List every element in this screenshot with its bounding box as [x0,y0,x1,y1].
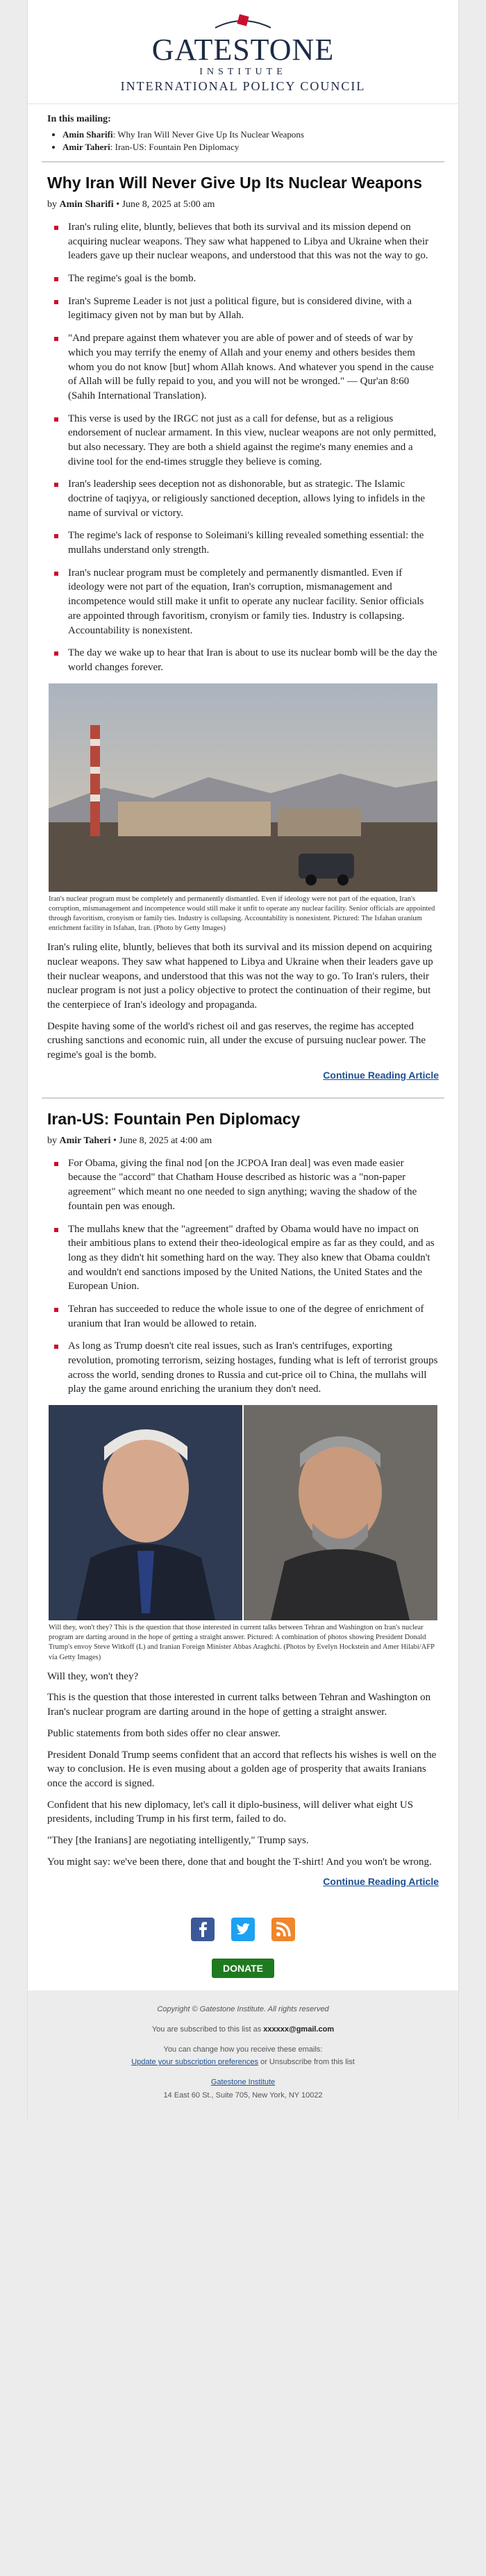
article-1 [28,163,458,1097]
logo-council: INTERNATIONAL POLICY COUNCIL [120,79,366,93]
facebook-icon[interactable] [191,1918,215,1945]
mailing-item-author: Amir Taheri [62,142,110,152]
byline-prefix: by [47,199,57,210]
bullet-item: Tehran has succeeded to reduce the whole issue to one of the degree of enrichment of uranium that Iran would be allowed to retain. [47,1302,439,1331]
subscriber-email: xxxxxx@gmail.com [263,2025,335,2034]
logo-title: GATESTONE [151,33,335,67]
continue-reading [47,1876,439,1887]
article-title[interactable]: Why Iran Will Never Give Up Its Nuclear Weapons [47,174,423,192]
continue-reading [47,1070,439,1081]
mailing-item[interactable] [62,142,439,153]
social-links [28,1904,458,1952]
logo-subtitle: INSTITUTE [199,67,287,77]
body-paragraph: Confident that his new diplomacy, let's call it diplo-business, will deliver what eight US presidents, including Trump in his first term, failed to do. [47,1799,414,1825]
twitter-icon[interactable] [231,1918,255,1945]
body-paragraph: You might say: we've been there, done that and bought the T-shirt! And you won't be wrong. [47,1856,432,1868]
donate-section [28,1959,458,1978]
bullet-item: This verse is used by the IRGC not just as a call for defense, but as a religious endorsement of nuclear armament. In this view, nuclear weapons are not only permitted, but also necessary. They are both a shield against the regime's many enemies and a divine tool for the end-times struggle they believe is coming. [47,412,439,470]
article-author[interactable]: Amir Taheri [59,1135,111,1146]
unsubscribe-text[interactable]: or Unsubscribe from this list [260,2058,355,2067]
photo-caption: Will they, won't they? This is the question that those interested in current talks between Tehran and Washington on Iran's nuclear program are darting around in the hope of getting a straight answer. Pictured: A combination of photos showing President Donald Trump's envoy Steve Witkoff (L) and Iranian Foreign Minister Abbas Araghchi. (Photos by Evelyn Hockstein and Amer Hilabi/AFP via Getty Images) [49,1624,435,1661]
article-photo-witkoff-araghchi[interactable] [49,1405,437,1620]
bullet-item: For Obama, giving the final nod [on the JCPOA Iran deal] was even made easier because the "accord" that Chatham House described as historic was a "non-paper agreement" which meant no one needed to sign anything; waving the shadow of the fountain pen was enough. [47,1156,439,1214]
bullet-item: The mullahs knew that the "agreement" drafted by Obama would have no impact on their ambitious plans to extend their theo-ideological empire as far as they could, and as long as they didn't hit something hard on the way. They also knew that Obama couldn't and wouldn't end sanctions imposed by the United Nations, the United States and the European Union. [47,1222,439,1294]
article-title[interactable]: Iran-US: Fountain Pen Diplomacy [47,1109,301,1128]
mailing-item[interactable] [62,129,439,140]
org-name-link[interactable]: Gatestone Institute [210,2078,276,2087]
photo-caption: Iran's nuclear program must be completely and permanently dismantled. Even if ideology were not part of the equation, Iran's corruption, mismanagement and incompetence would still make it unfit to operate any nuclear facility. Senior officials are appointed through favoritism, cronyism or family ties. Industry is collapsing. Accountability is nonexistent. Pictured: The Isfahan uranium enrichment facility in Isfahan, Iran. (Photo by Getty Images) [49,895,435,933]
bullet-item: The day we wake up to hear that Iran is about to use its nuclear bomb will be the day the world changes forever. [47,646,439,674]
bullet-item: Iran's nuclear program must be completely and permanently dismantled. Even if ideology were not part of the equation, Iran's corruption, mismanagement and incompetence would still make it unfit to operate any nuclear facility. Senior officials are appointed through favoritism, cronyism or family ties. Industry is collapsing. Accountability is nonexistent. [47,566,439,638]
copyright-text: Copyright © Gatestone Institute. All rights reserved [157,2005,329,2014]
article-meta [47,1136,439,1147]
body-paragraph: President Donald Trump seems confident that an accord that reflects his wishes is well on the way to conclusion. He is even musing about a golden age of prosperity that awaits Iranians once the accord is signed. [47,1749,437,1789]
article-2 [28,1099,458,1904]
change-line: You can change how you receive these emails: [163,2045,323,2054]
continue-reading-link[interactable]: Continue Reading Article [323,1069,439,1081]
mailing-summary [28,104,458,161]
body-paragraph: Iran's ruling elite, bluntly, believes that both its survival and its mission depend on acquiring nuclear weapons. They saw what happened to Libya and Ukraine when their leaders gave up their nuclear weapons, and understood that this was not the way to go. To Iran's rulers, their nuclear program is not just a policy objective to protect the continuation of their regime, but the centerpiece of Iran's ideology and propaganda. [47,942,433,1011]
org-address: 14 East 60 St., Suite 705, New York, NY 10022 [163,2091,323,2100]
body-paragraph: Public statements from both sides offer no clear answer. [47,1727,280,1739]
update-preferences-link[interactable]: Update your subscription preferences [131,2058,259,2067]
article-bullets [47,1156,439,1397]
bullet-item: As long as Trump doesn't cite real issues, such as Iran's centrifuges, exporting revolution, promoting terrorism, seizing hostages, funding what is left of terrorist groups across the world, sending drones to Russia and cut-price oil to China, the mullahs will play the game around enriching the uranium they don't need. [47,1339,439,1397]
article-photo-isfahan[interactable] [49,683,437,892]
continue-reading-link[interactable]: Continue Reading Article [323,1876,439,1888]
gatestone-logo-icon [212,13,274,32]
article-date: • June 8, 2025 at 5:00 am [116,199,215,210]
footer [28,1991,458,2118]
body-paragraph: "They [the Iranians] are negotiating intelligently," Trump says. [47,1834,309,1846]
bullet-item: Iran's leadership sees deception not as dishonorable, but as strategic. The Islamic doctrine of taqiyya, or religiously sanctioned deception, allows lying to infidels in the name of survival or victory. [47,477,439,520]
rss-icon[interactable] [271,1918,295,1945]
bullet-item: The regime's lack of response to Soleimani's killing revealed something essential: the mullahs understand only strength. [47,529,439,557]
mailing-item-author: Amin Sharifi [62,129,113,140]
subscribed-text: You are subscribed to this list as [151,2025,262,2034]
bullet-item: "And prepare against them whatever you are able of power and of steeds of war by which you may terrify the enemy of Allah and your enemy and others besides them whom you do not know [but] whom Allah knows. And whatever you spend in the cause of Allah will be fully repaid to you, and you will not be wronged." — Qur'an 8:60 (Sahih International Translation). [47,331,439,403]
article-meta [47,199,439,210]
bullet-item: The regime's goal is the bomb. [47,272,439,286]
article-author[interactable]: Amin Sharifi [59,199,114,210]
body-paragraph: Despite having some of the world's richest oil and gas reserves, the regime has accepted crushing sanctions and economic ruin, all under the excuse of pursuing nuclear power. The regime's goal is the bomb. [47,1020,426,1061]
donate-button[interactable]: DONATE [212,1959,274,1978]
email-container [27,0,459,2118]
body-paragraph: This is the question that those interested in current talks between Tehran and Washington on Iran's nuclear program are darting around in the hope of getting a straight answer. [47,1692,431,1718]
mailing-item-title: : Why Iran Will Never Give Up Its Nuclear Weapons [112,129,304,140]
article-bullets [47,220,439,675]
bullet-item: Iran's Supreme Leader is not just a political figure, but is considered divine, with a legitimacy given not by man but by Allah. [47,294,439,323]
bullet-item: Iran's ruling elite, bluntly, believes that both its survival and its mission depend on acquiring nuclear weapons. They saw what happened to Libya and Ukraine when their leaders gave up their nuclear weapons, and understood that this was not the way to go. [47,220,439,263]
mailing-item-title: : Iran-US: Fountain Pen Diplomacy [110,142,240,152]
mailing-heading: In this mailing: [47,114,111,124]
body-paragraph: Will they, won't they? [47,1670,139,1682]
header [28,0,458,104]
article-date: • June 8, 2025 at 4:00 am [113,1135,212,1146]
byline-prefix: by [47,1135,57,1146]
